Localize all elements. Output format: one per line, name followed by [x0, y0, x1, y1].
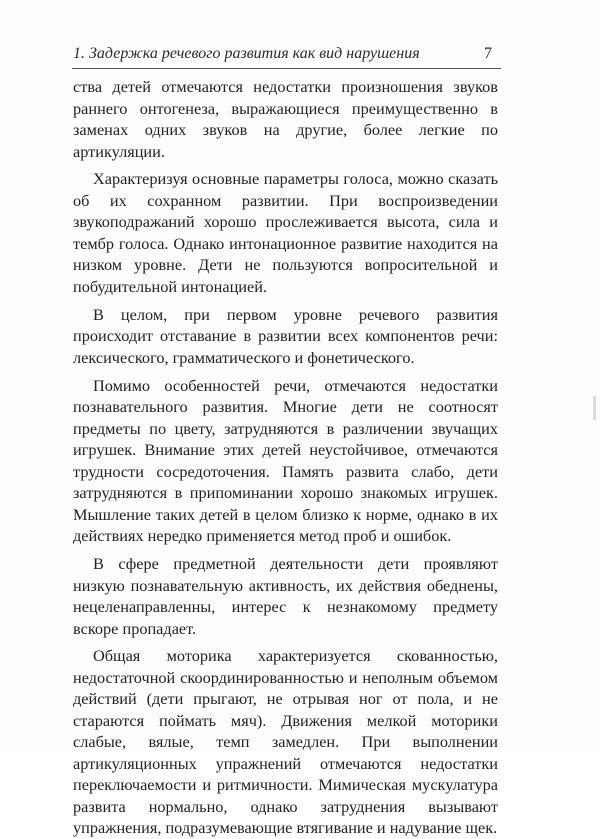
running-title: 1. Задержка речевого развития как вид нарушения: [73, 45, 420, 62]
page-edge-mark: [593, 396, 596, 420]
paragraph-voice-parameters: Характеризуя основные параметры голоса, можно сказать об их сохранном развитии. При воспроизведении звукоподражаний хорошо прослеживается высота, сила и тембр голоса. Однако интонационное развитие находится на низком уровне. Дети не пользуются вопросительной и побудительной интонацией.: [73, 169, 498, 296]
paragraph-cognitive-development: Помимо особенностей речи, отмечаются недостатки познавательного развития. Многие дети не соотносят предметы по цвету, затрудняются в различении звучащих игрушек. Внимание этих детей неустойчивое, отмечаются трудности сосредоточения. Память развита слабо, дети затрудняются в припоминании хорошо знакомых игрушек. Мышление таких детей в целом близко к норме, однако в их действиях нередко применяется метод проб и ошибок.: [73, 375, 498, 546]
body-text: [73, 76, 498, 839]
paragraph-continuation: ства детей отмечаются недостатки произношения звуков раннего онтогенеза, выражающиеся преимущественно в заменах одних звуков на другие, более легкие по артикуляции.: [73, 77, 498, 161]
paragraph-speech-level-summary: В целом, при первом уровне речевого развития происходит отставание в развитии всех компонентов речи: лексического, грамматического и фонетического.: [73, 304, 498, 367]
header-rule: [72, 68, 501, 69]
paragraph-object-activity: В сфере предметной деятельности дети проявляют низкую познавательную активность, их действия обеднены, нецеленаправленны, интерес к незнакомому предмету вскоре пропадает.: [73, 554, 498, 638]
page-number: 7: [484, 45, 492, 62]
running-head: [73, 44, 500, 66]
paragraph-motor-skills: Общая моторика характеризуется скованностью, недостаточной скоординированностью и неполным объемом действий (дети прыгают, не отрывая ног от пола, и не стараются поймать мяч). Движения мелкой моторики слабые, вялые, темп замедлен. При выполнении артикуляционных упражнений отмечаются недостатки переключаемости и ритмичности. Мимическая мускулатура развита нормально, однако затруднения вызывают упражнения, подразумевающие втягивание и надувание щек.: [73, 646, 498, 838]
